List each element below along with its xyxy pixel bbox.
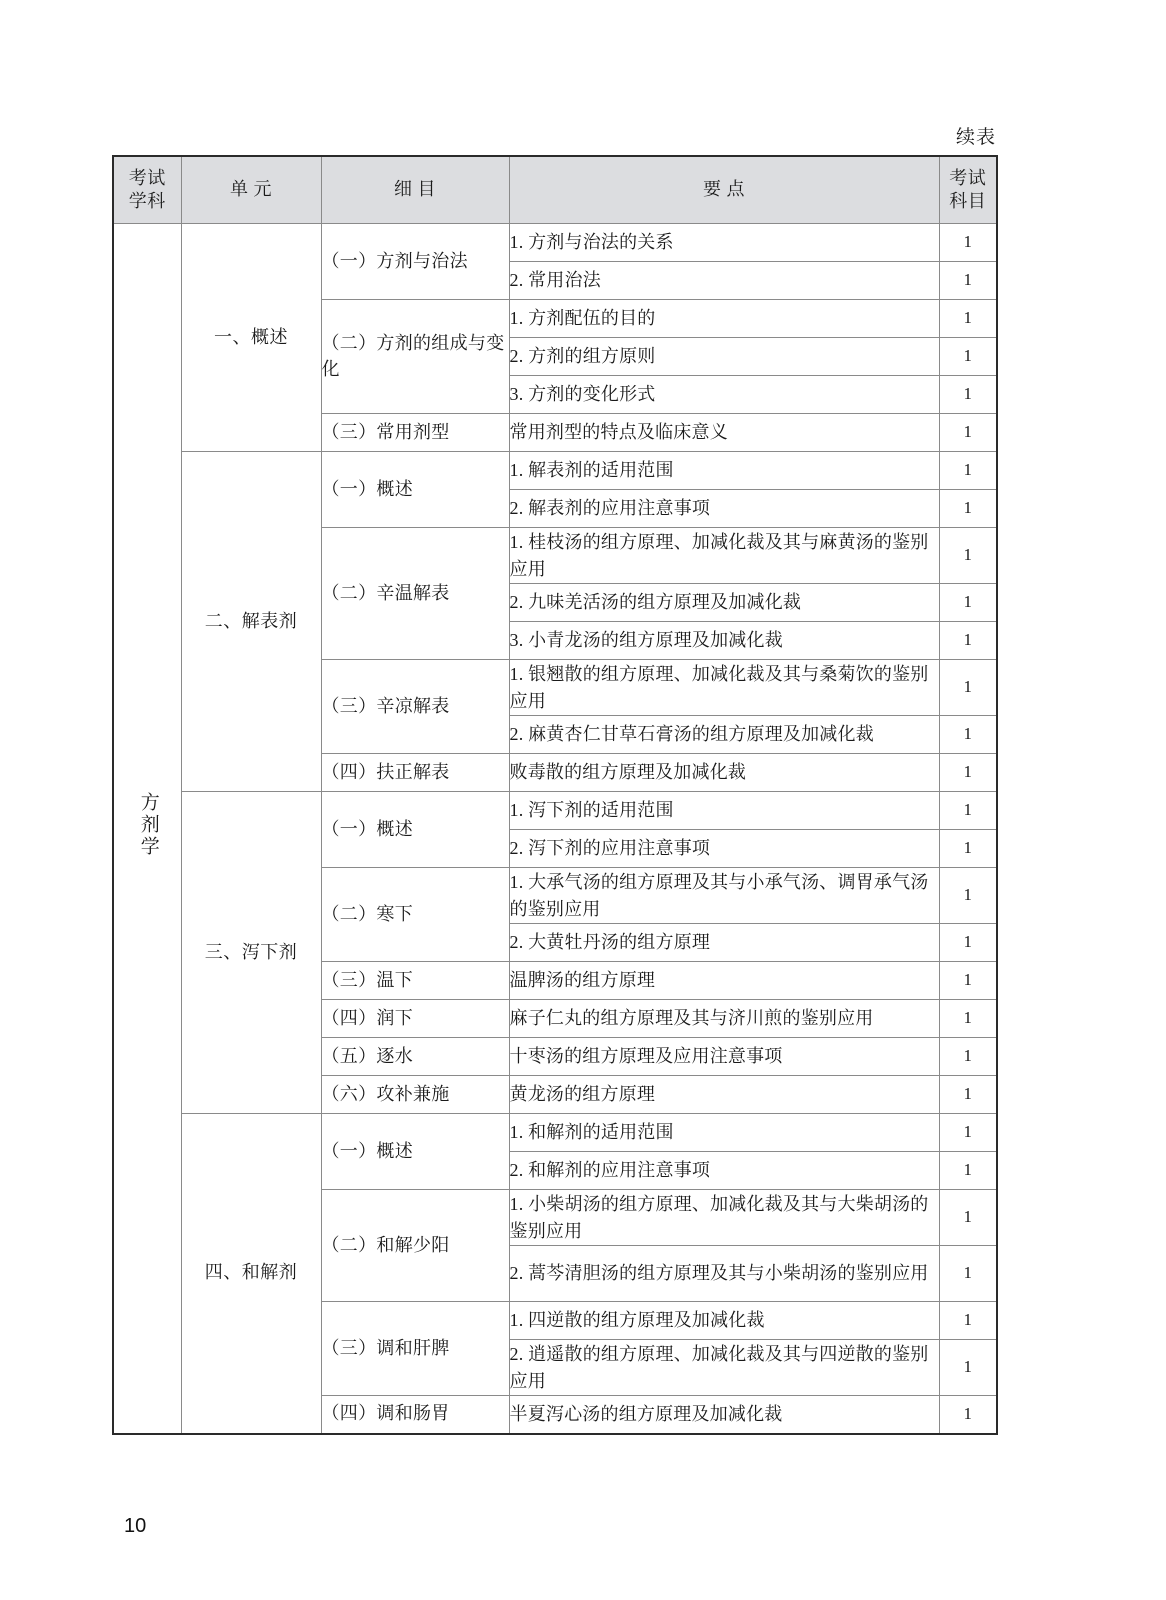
- column-header-subject-line2: 学科: [128, 191, 166, 211]
- point-cell: 1. 解表剂的适用范围: [509, 452, 939, 490]
- detail-cell: （一）概述: [321, 452, 509, 528]
- detail-cell: （五）逐水: [321, 1038, 509, 1076]
- point-cell: 1. 和解剂的适用范围: [509, 1114, 939, 1152]
- unit-cell: 四、和解剂: [181, 1114, 321, 1434]
- exam-subject-cell: 1: [939, 584, 997, 622]
- table-row: [113, 1114, 997, 1152]
- detail-cell: （二）和解少阳: [321, 1190, 509, 1302]
- column-header-exam-line2: 科目: [949, 191, 987, 211]
- continued-table-label: 续表: [955, 127, 996, 148]
- detail-cell: （六）攻补兼施: [321, 1076, 509, 1114]
- point-cell: 2. 麻黄杏仁甘草石膏汤的组方原理及加减化裁: [509, 716, 939, 754]
- point-cell: 2. 蒿芩清胆汤的组方原理及其与小柴胡汤的鉴别应用: [509, 1246, 939, 1302]
- exam-subject-cell: 1: [939, 1302, 997, 1340]
- unit-cell: 二、解表剂: [181, 452, 321, 792]
- point-cell: 3. 方剂的变化形式: [509, 376, 939, 414]
- point-cell: 麻子仁丸的组方原理及其与济川煎的鉴别应用: [509, 1000, 939, 1038]
- column-header-unit: 单 元: [181, 156, 321, 224]
- exam-subject-cell: 1: [939, 1190, 997, 1246]
- exam-subject-cell: 1: [939, 376, 997, 414]
- exam-subject-cell: 1: [939, 1114, 997, 1152]
- point-cell: 1. 大承气汤的组方原理及其与小承气汤、调胃承气汤的鉴别应用: [509, 868, 939, 924]
- column-header-subject: [113, 156, 181, 224]
- exam-subject-cell: 1: [939, 660, 997, 716]
- exam-subject-cell: 1: [939, 962, 997, 1000]
- detail-cell: （二）辛温解表: [321, 528, 509, 660]
- detail-cell: （三）常用剂型: [321, 414, 509, 452]
- detail-cell: （四）润下: [321, 1000, 509, 1038]
- point-cell: 3. 小青龙汤的组方原理及加减化裁: [509, 622, 939, 660]
- exam-subject-cell: 1: [939, 716, 997, 754]
- table-row: [113, 792, 997, 830]
- point-cell: 2. 大黄牡丹汤的组方原理: [509, 924, 939, 962]
- point-cell: 2. 解表剂的应用注意事项: [509, 490, 939, 528]
- point-cell: 1. 银翘散的组方原理、加减化裁及其与桑菊饮的鉴别应用: [509, 660, 939, 716]
- subject-label: 方剂学: [137, 791, 159, 858]
- exam-subject-cell: 1: [939, 622, 997, 660]
- unit-cell: 三、泻下剂: [181, 792, 321, 1114]
- point-cell: 十枣汤的组方原理及应用注意事项: [509, 1038, 939, 1076]
- detail-cell: （一）概述: [321, 1114, 509, 1190]
- table-body: [113, 224, 997, 1434]
- point-cell: 2. 逍遥散的组方原理、加减化裁及其与四逆散的鉴别应用: [509, 1340, 939, 1396]
- subject-cell: [113, 224, 181, 1434]
- exam-subject-cell: 1: [939, 868, 997, 924]
- exam-subject-cell: 1: [939, 528, 997, 584]
- exam-subject-cell: 1: [939, 792, 997, 830]
- exam-subject-cell: 1: [939, 1246, 997, 1302]
- exam-subject-cell: 1: [939, 754, 997, 792]
- exam-subject-cell: 1: [939, 1152, 997, 1190]
- detail-cell: （四）扶正解表: [321, 754, 509, 792]
- point-cell: 2. 常用治法: [509, 262, 939, 300]
- point-cell: 温脾汤的组方原理: [509, 962, 939, 1000]
- table-row: [113, 452, 997, 490]
- unit-cell: 一、概述: [181, 224, 321, 452]
- point-cell: 败毒散的组方原理及加减化裁: [509, 754, 939, 792]
- detail-cell: （二）寒下: [321, 868, 509, 962]
- exam-subject-cell: 1: [939, 262, 997, 300]
- table-header-row: [113, 156, 997, 224]
- exam-subject-cell: 1: [939, 1038, 997, 1076]
- point-cell: 1. 方剂配伍的目的: [509, 300, 939, 338]
- detail-cell: （一）概述: [321, 792, 509, 868]
- exam-subject-cell: 1: [939, 1000, 997, 1038]
- detail-cell: （三）温下: [321, 962, 509, 1000]
- point-cell: 2. 泻下剂的应用注意事项: [509, 830, 939, 868]
- point-cell: 1. 小柴胡汤的组方原理、加减化裁及其与大柴胡汤的鉴别应用: [509, 1190, 939, 1246]
- column-header-subject-line1: 考试: [128, 167, 166, 188]
- exam-subject-cell: 1: [939, 924, 997, 962]
- point-cell: 1. 方剂与治法的关系: [509, 224, 939, 262]
- detail-cell: （二）方剂的组成与变化: [321, 300, 509, 414]
- page-number: 10: [124, 1515, 147, 1537]
- exam-subject-cell: 1: [939, 490, 997, 528]
- point-cell: 1. 四逆散的组方原理及加减化裁: [509, 1302, 939, 1340]
- exam-subject-cell: 1: [939, 1076, 997, 1114]
- point-cell: 2. 九味羌活汤的组方原理及加减化裁: [509, 584, 939, 622]
- column-header-exam: [939, 156, 997, 224]
- detail-cell: （一）方剂与治法: [321, 224, 509, 300]
- point-cell: 1. 泻下剂的适用范围: [509, 792, 939, 830]
- table-header: [113, 156, 997, 224]
- point-cell: 常用剂型的特点及临床意义: [509, 414, 939, 452]
- exam-syllabus-table: [112, 155, 998, 1435]
- point-cell: 2. 和解剂的应用注意事项: [509, 1152, 939, 1190]
- exam-subject-cell: 1: [939, 224, 997, 262]
- exam-subject-cell: 1: [939, 338, 997, 376]
- point-cell: 1. 桂枝汤的组方原理、加减化裁及其与麻黄汤的鉴别应用: [509, 528, 939, 584]
- exam-subject-cell: 1: [939, 1340, 997, 1396]
- point-cell: 2. 方剂的组方原则: [509, 338, 939, 376]
- column-header-exam-line1: 考试: [949, 167, 987, 188]
- point-cell: 半夏泻心汤的组方原理及加减化裁: [509, 1396, 939, 1434]
- column-header-detail: 细 目: [321, 156, 509, 224]
- detail-cell: （三）调和肝脾: [321, 1302, 509, 1396]
- detail-cell: （三）辛凉解表: [321, 660, 509, 754]
- detail-cell: （四）调和肠胃: [321, 1396, 509, 1434]
- exam-subject-cell: 1: [939, 830, 997, 868]
- exam-subject-cell: 1: [939, 300, 997, 338]
- point-cell: 黄龙汤的组方原理: [509, 1076, 939, 1114]
- exam-subject-cell: 1: [939, 452, 997, 490]
- exam-subject-cell: 1: [939, 414, 997, 452]
- column-header-point: 要 点: [509, 156, 939, 224]
- exam-subject-cell: 1: [939, 1396, 997, 1434]
- table-row: [113, 224, 997, 262]
